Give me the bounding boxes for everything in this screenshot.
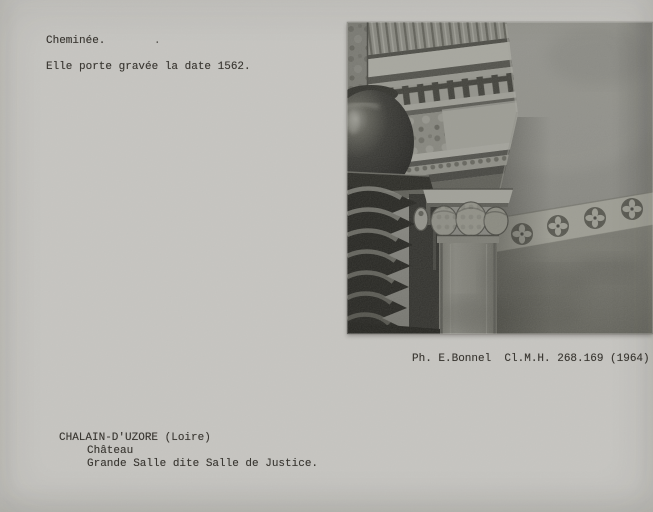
photograph bbox=[347, 22, 653, 334]
room-name: Grande Salle dite Salle de Justice. bbox=[87, 458, 319, 470]
photo-credit: Ph. E.Bonnel Cl.M.H. 268.169 (1964) bbox=[412, 353, 650, 365]
identification-block bbox=[59, 432, 318, 471]
site-name: CHALAIN-D'UZORE (Loire) bbox=[59, 432, 211, 444]
stray-mark: . bbox=[154, 35, 161, 47]
building-name: Château bbox=[87, 445, 134, 457]
film-grain bbox=[347, 22, 653, 334]
date-note: Elle porte gravée la date 1562. bbox=[46, 61, 251, 73]
photograph-image bbox=[347, 22, 653, 334]
subject-label: Cheminée. bbox=[46, 35, 106, 47]
